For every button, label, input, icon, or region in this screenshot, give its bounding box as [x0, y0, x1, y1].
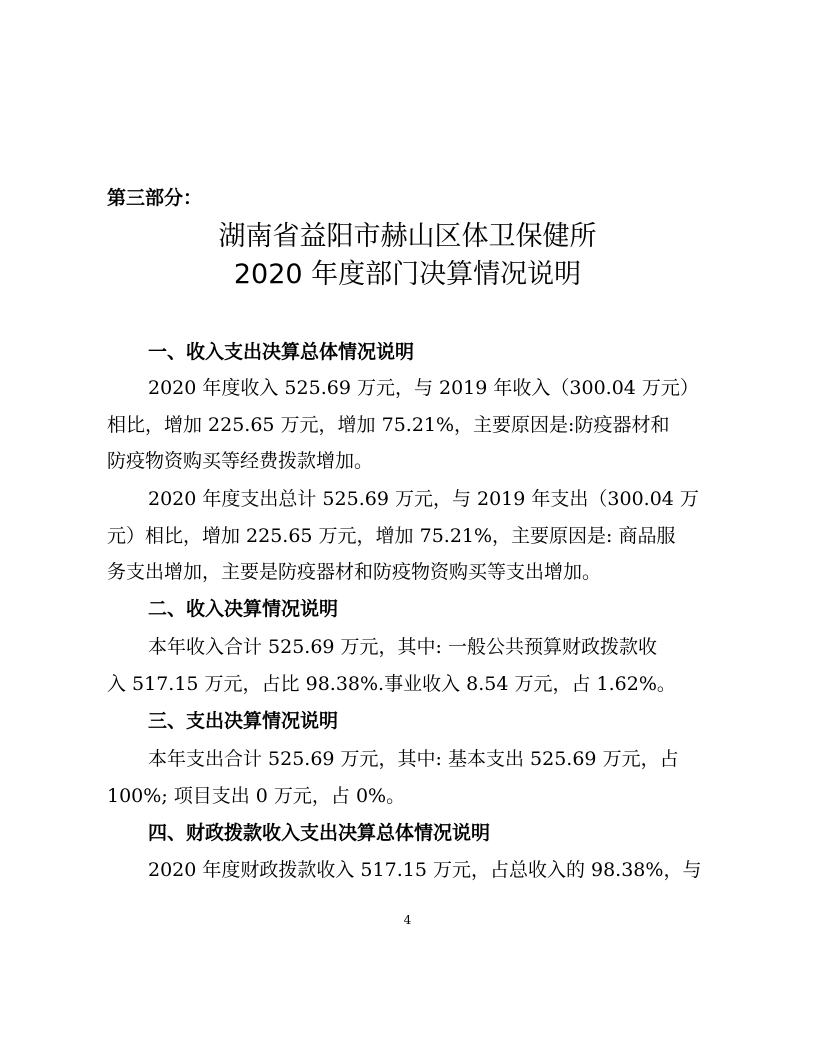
section-heading-3: 三、支出决算情况说明 — [148, 710, 339, 732]
paragraph-line: 2020 年度财政拨款收入 517.15 万元，占总收入的 98.38%，与 — [148, 859, 702, 881]
paragraph-line: 元）相比，增加 225.65 万元，增加 75.21%，主要原因是: 商品服 — [107, 525, 676, 547]
part-label: 第三部分： — [107, 187, 203, 209]
paragraph-line: 务支出增加，主要是防疫器材和防疫物资购买等支出增加。 — [107, 561, 602, 583]
paragraph-line: 2020 年度支出总计 525.69 万元，与 2019 年支出（300.04 万 — [148, 488, 699, 510]
section-heading-4: 四、财政拨款收入支出决算总体情况说明 — [148, 822, 491, 844]
paragraph-line: 100%; 项目支出 0 万元，占 0%。 — [107, 785, 406, 807]
document-title-line-2: 2020 年度部门决算情况说明 — [233, 259, 582, 290]
page-number: 4 — [403, 913, 412, 927]
section-heading-2: 二、收入决算情况说明 — [148, 598, 339, 620]
paragraph-line: 2020 年度收入 525.69 万元，与 2019 年收入（300.04 万元） — [148, 377, 699, 399]
paragraph-line: 本年支出合计 525.69 万元，其中: 基本支出 525.69 万元，占 — [148, 748, 679, 770]
paragraph-line: 相比，增加 225.65 万元，增加 75.21%，主要原因是:防疫器材和 — [107, 414, 670, 436]
paragraph-line: 防疫物资购买等经费拨款增加。 — [107, 450, 374, 472]
section-heading-1: 一、收入支出决算总体情况说明 — [148, 341, 415, 363]
document-title-line-1: 湖南省益阳市赫山区体卫保健所 — [218, 221, 597, 252]
paragraph-line: 入 517.15 万元，占比 98.38%.事业收入 8.54 万元，占 1.62%。 — [107, 673, 676, 695]
paragraph-line: 本年收入合计 525.69 万元，其中: 一般公共预算财政拨款收 — [148, 636, 658, 658]
